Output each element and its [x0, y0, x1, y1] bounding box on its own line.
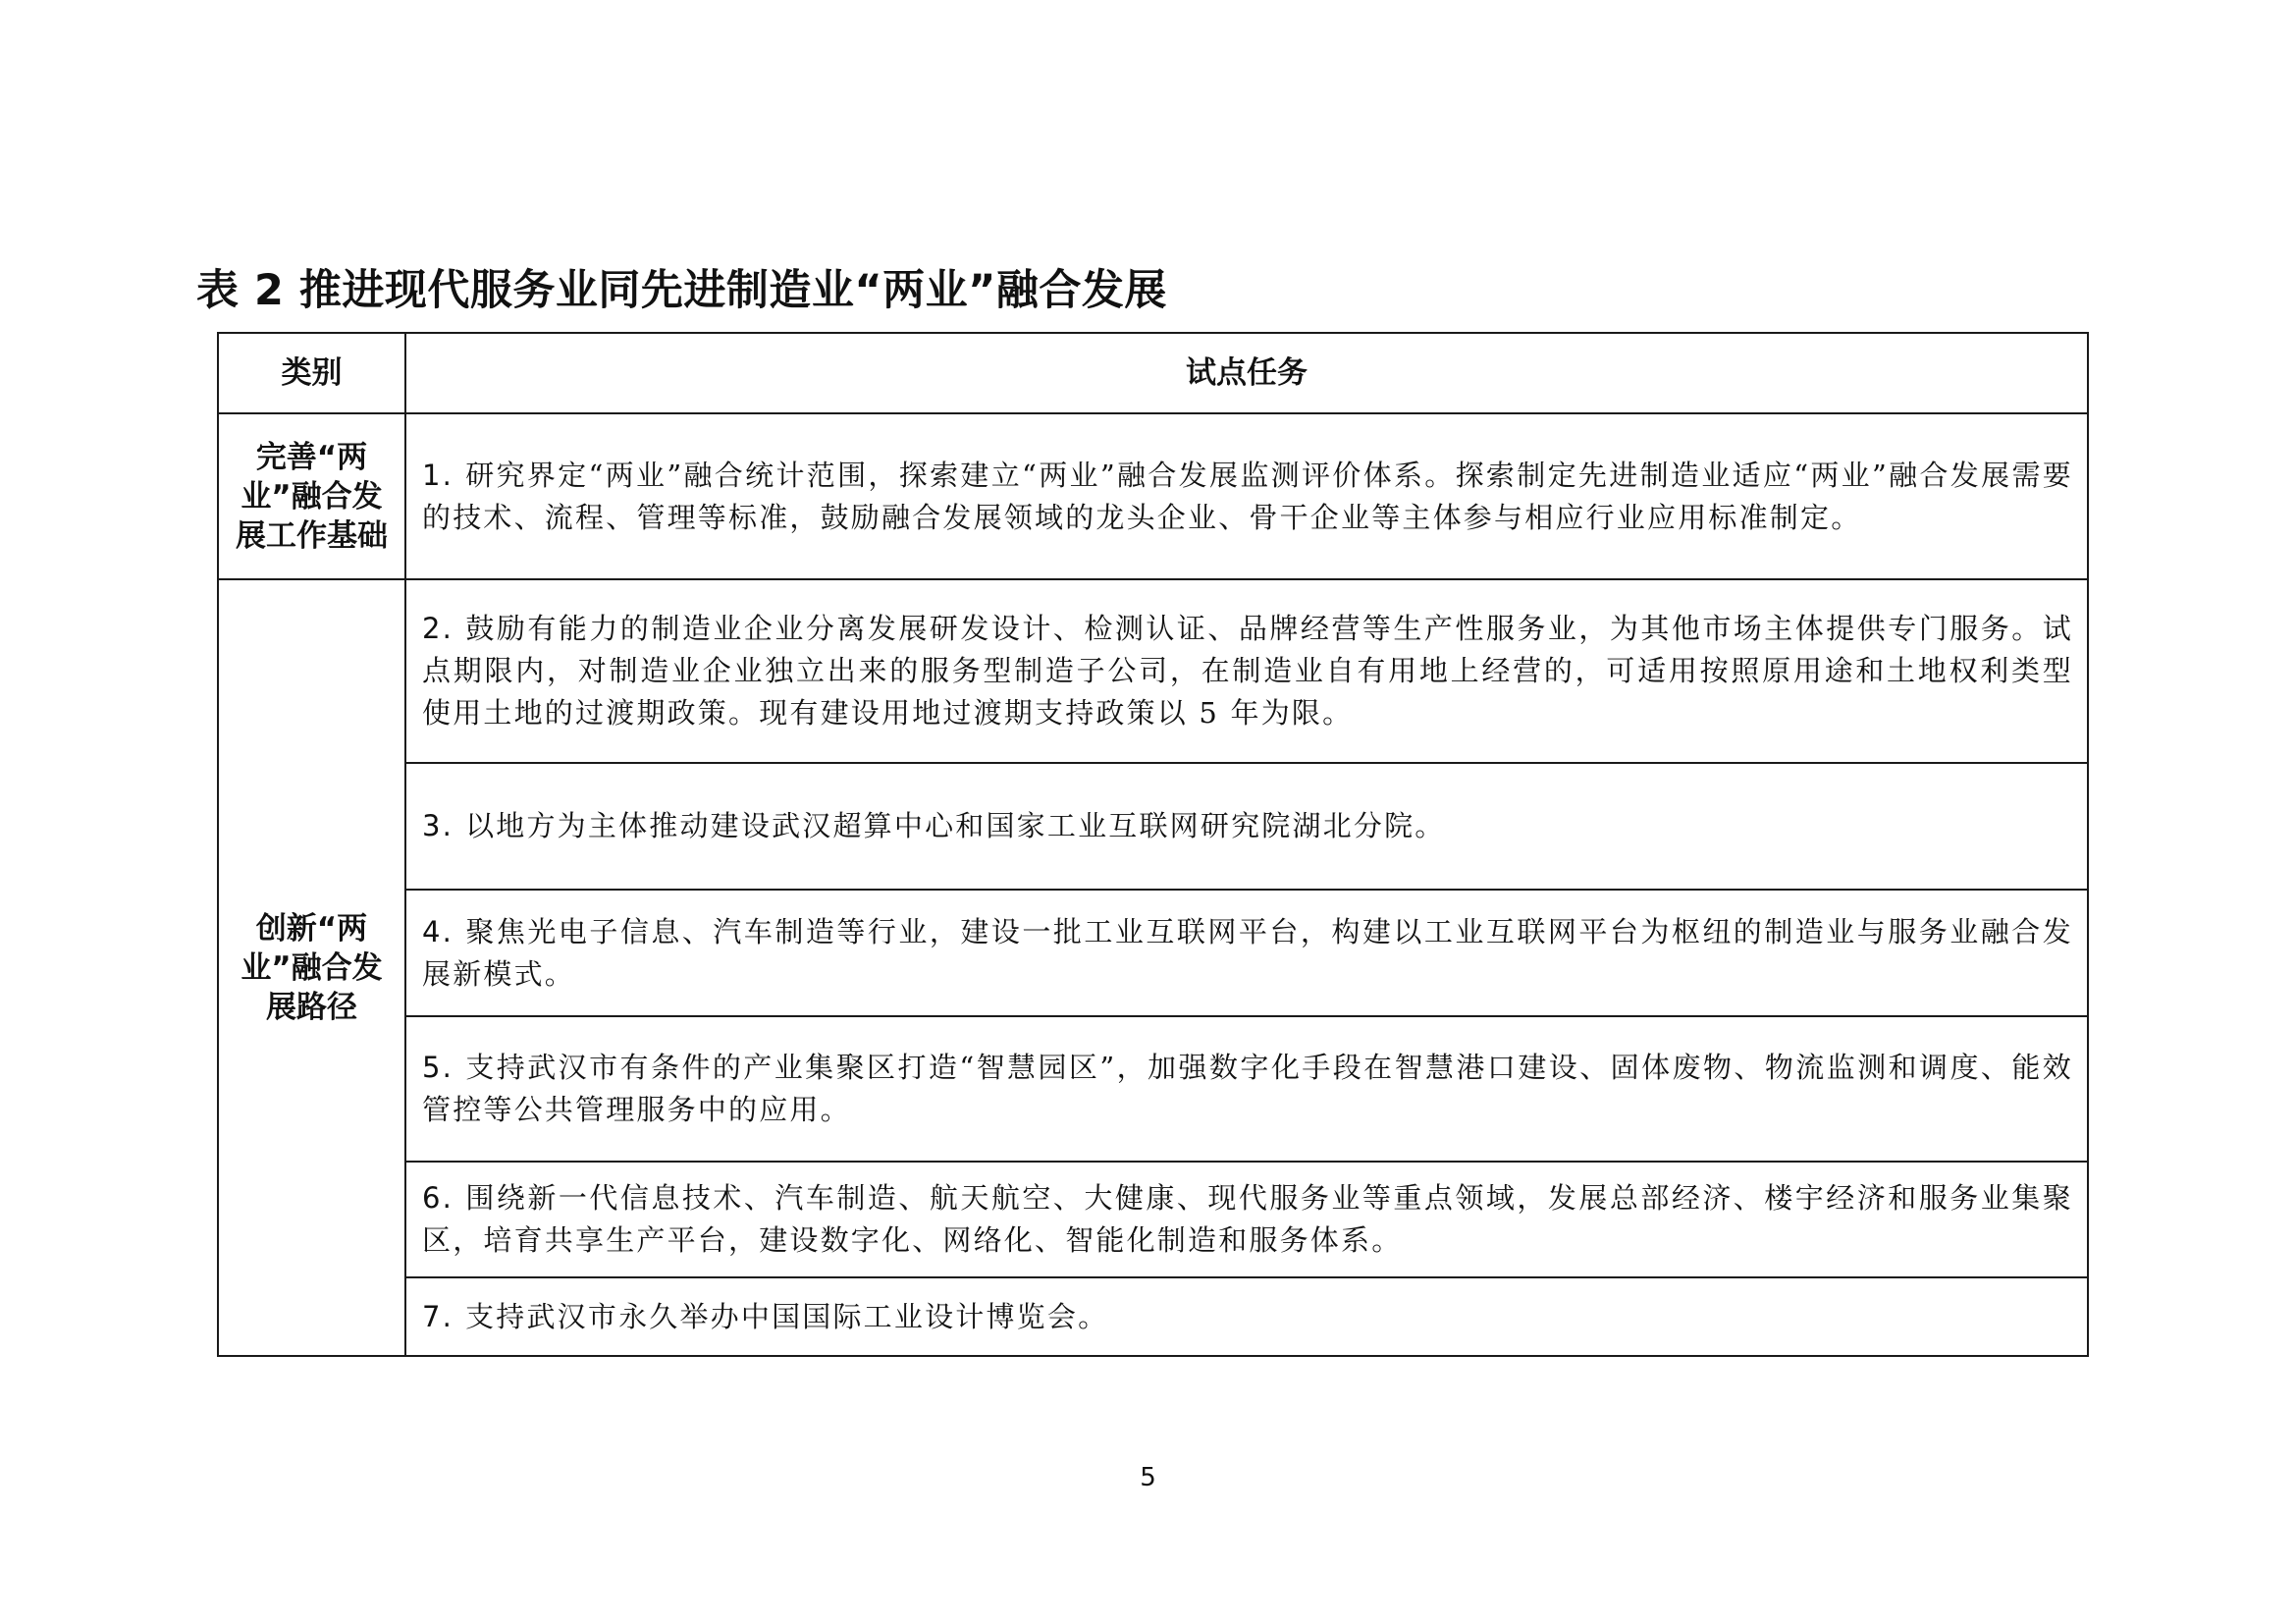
task-cell	[406, 1163, 2087, 1276]
header-task: 试点任务	[1186, 355, 1308, 391]
task-item	[406, 1047, 2087, 1131]
task-cell	[406, 891, 2087, 1015]
task-item	[406, 805, 2087, 847]
task-description: 围绕新一代信息技术、汽车制造、航天航空、大健康、现代服务业等重点领域，发展总部经济、楼宇经济和服务业集聚区，培育共享生产平台，建设数字化、网络化、智能化制造和服务体系。	[422, 1181, 2073, 1257]
task-cell	[406, 764, 2087, 889]
task-cell	[406, 580, 2087, 762]
task-item	[406, 1296, 2087, 1338]
category-cell	[219, 414, 404, 578]
page-title: 表 2 推进现代服务业同先进制造业“两业”融合发展	[196, 266, 1167, 315]
task-description: 鼓励有能力的制造业企业分离发展研发设计、检测认证、品牌经营等生产性服务业，为其他市场主体提供专门服务。试点期限内，对制造业企业独立出来的服务型制造子公司，在制造业自有用地上经营的，可适用按照原用途和土地权利类型使用土地的过渡期政策。现有建设用地过渡期支持政策以 5 年为限。	[422, 612, 2073, 730]
page-number: 5	[1140, 1463, 1156, 1492]
task-number: 5.	[422, 1051, 454, 1084]
header-category-cell	[219, 334, 404, 412]
task-cell	[406, 1278, 2087, 1355]
task-description: 以地方为主体推动建设武汉超算中心和国家工业互联网研究院湖北分院。	[465, 809, 1446, 842]
category-label: 完善“两业”融合发展工作基础	[236, 439, 388, 554]
task-description: 聚焦光电子信息、汽车制造等行业，建设一批工业互联网平台，构建以工业互联网平台为枢纽的制造业与服务业融合发展新模式。	[422, 914, 2073, 991]
task-description: 支持武汉市永久举办中国国际工业设计博览会。	[465, 1299, 1109, 1333]
task-description: 支持武汉市有条件的产业集聚区打造“智慧园区”，加强数字化手段在智慧港口建设、固体废物、物流监测和调度、能效管控等公共管理服务中的应用。	[422, 1051, 2073, 1126]
task-cell	[406, 1017, 2087, 1161]
task-number: 1.	[422, 458, 454, 492]
task-description: 研究界定“两业”融合统计范围，探索建立“两业”融合发展监测评价体系。探索制定先进制造业适应“两业”融合发展需要的技术、流程、管理等标准，鼓励融合发展领域的龙头企业、骨干企业等主体参与相应行业应用标准制定。	[422, 458, 2073, 534]
category-label: 创新“两业”融合发展路径	[240, 910, 383, 1025]
task-number: 7.	[422, 1299, 454, 1333]
task-item	[406, 911, 2087, 996]
task-number: 6.	[422, 1181, 454, 1215]
task-number: 3.	[422, 809, 454, 842]
task-number: 4.	[422, 914, 454, 948]
header-category: 类别	[281, 355, 343, 391]
category-cell	[219, 580, 404, 1355]
pilot-tasks-table	[217, 332, 2089, 1357]
task-cell	[406, 414, 2087, 578]
task-item	[406, 608, 2087, 734]
task-item	[406, 1177, 2087, 1262]
task-item	[406, 455, 2087, 539]
task-number: 2.	[422, 612, 454, 645]
header-task-cell	[406, 334, 2087, 412]
